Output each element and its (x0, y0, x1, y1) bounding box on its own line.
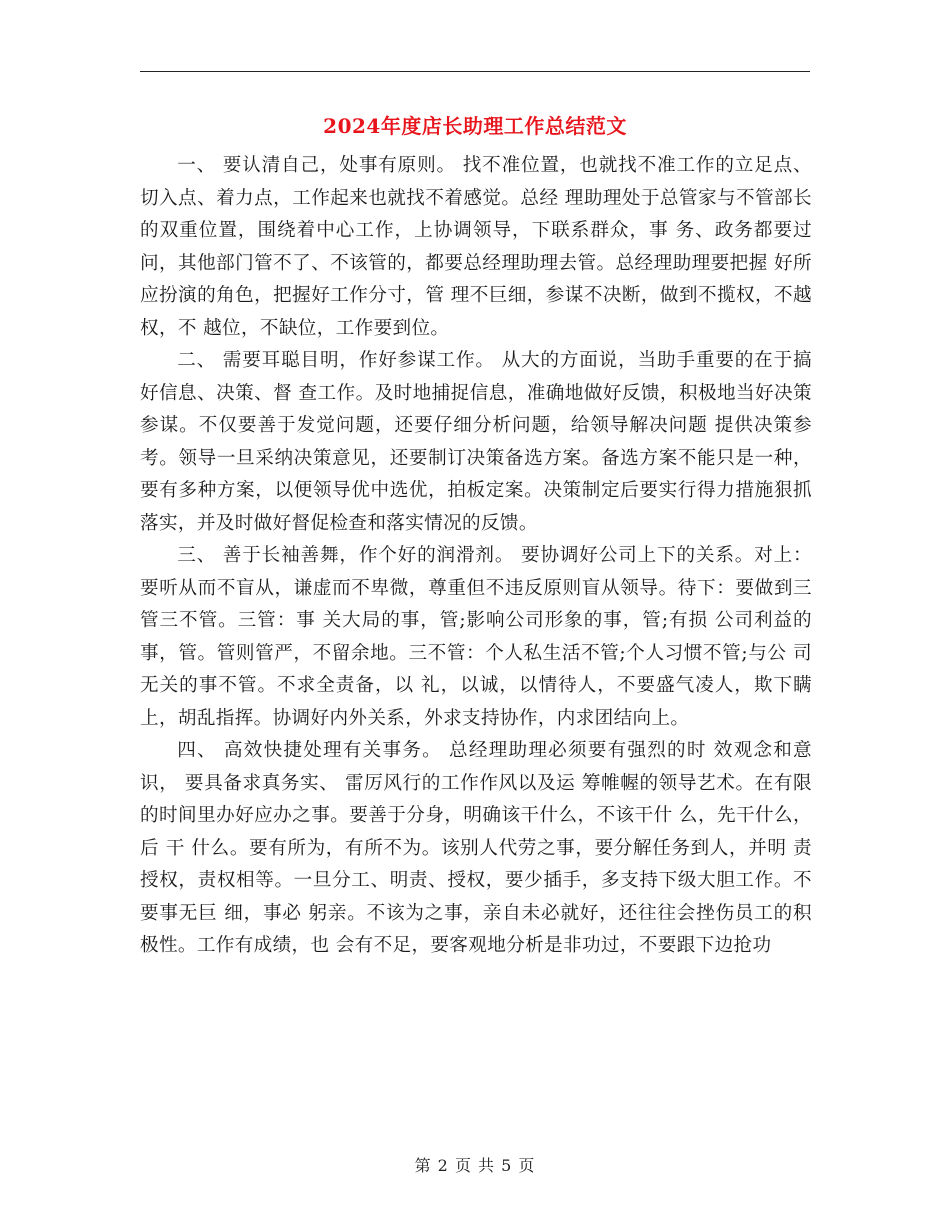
paragraph-3: 三、 善于长袖善舞，作个好的润滑剂。 要协调好公司上下的关系。对上：要听从而不盲从，谦虚而不卑微，尊重但不违反原则盲从领导。待下：要做到三管三不管。三管：事 关大局的事，管;影响公司形象的事，管;有损 公司利益的事，管。管则管严，不留余地。三不管：个人私生活不管;个人习惯不管;与公 司无关的事不管。不求全责备，以 礼，以诚，以情待人，不要盛气凌人，欺下瞒上，胡乱指挥。协调好内外关系，外求支持协作，内求团结向上。 (140, 545, 812, 729)
page-number: 第 2 页 共 5 页 (414, 1156, 536, 1175)
paragraph-1: 一、 要认清自己，处事有原则。 找不准位置，也就找不准工作的立足点、切入点、着力点，工作起来也就找不着感觉。总经 理助理处于总管家与不管部长的双重位置，围绕着中心工作，上协调领导，下联系群众，事 务、政务都要过问，其他部门管不了、不该管的，都要总经理助理去管。总经理助理要把握 好所应扮演的角色，把握好工作分寸，管 理不巨细，参谋不决断，做到不揽权，不越权，不 越位，不缺位，工作要到位。 (140, 155, 812, 339)
header-rule (140, 71, 810, 72)
document-body (140, 150, 812, 963)
paragraph-4: 四、 高效快捷处理有关事务。 总经理助理必须要有强烈的时 效观念和意识， 要具备求真务实、 雷厉风行的工作作风以及运 筹帷幄的领导艺术。在有限的时间里办好应办之事。要善于分身，明确该干什么，不该干什 么，先干什么，后 干 什么。要有所为，有所不为。该别人代劳之事，要分解任务到人，并明 责授权，责权相等。一旦分工、明责、授权，要少插手，多支持下级大胆工作。不要事无巨 细，事必 躬亲。不该为之事，亲自未必就好，还往往会挫伤员工的积极性。工作有成绩，也 会有不足，要客观地分析是非功过，不要跟下边抢功 (140, 740, 812, 956)
document-title: 2024年度店长助理工作总结范文 (323, 114, 627, 138)
paragraph-2: 二、 需要耳聪目明，作好参谋工作。 从大的方面说，当助手重要的在于搞好信息、决策、督 查工作。及时地捕捉信息，准确地做好反馈，积极地当好决策参谋。不仅要善于发觉问题，还要仔细分析问题，给领导解决问题 提供决策参考。领导一旦采纳决策意见，还要制订决策备选方案。备选方案不能只是一种， 要有多种方案，以便领导优中选优，拍板定案。决策制定后要实行得力措施狠抓落实，并及时做好督促检查和落实情况的反馈。 (140, 350, 812, 534)
